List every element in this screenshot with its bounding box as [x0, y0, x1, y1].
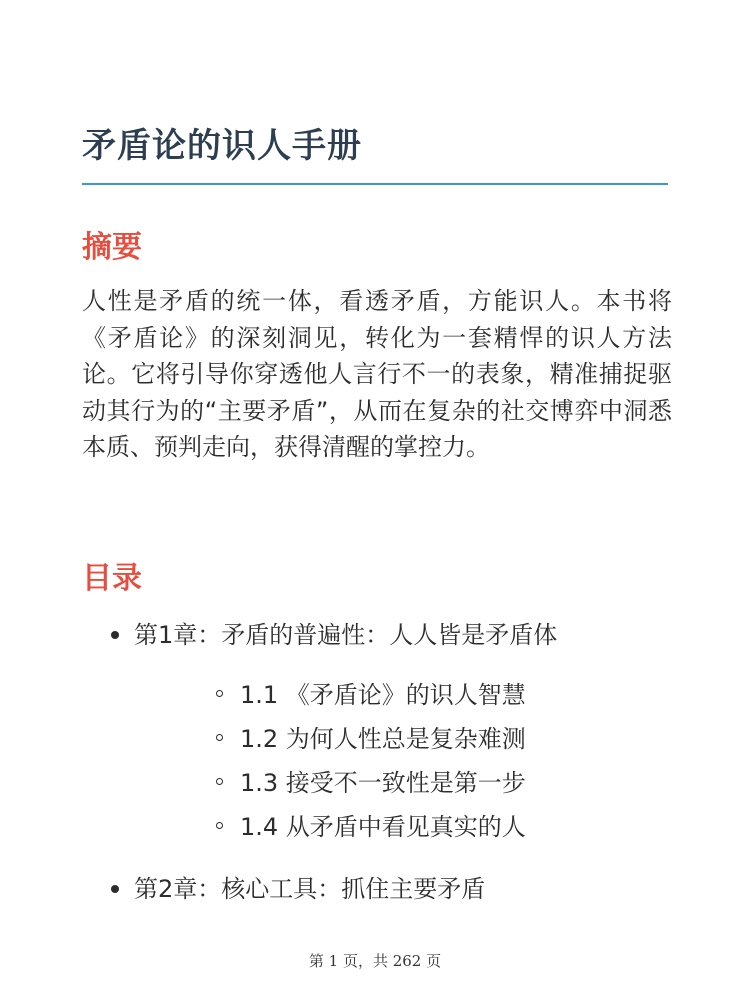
- chapter-1-sections: [134, 673, 672, 849]
- toc-section-1-2: [134, 717, 672, 761]
- chapter-label[interactable]: 第2章：核心工具：抓住主要矛盾: [134, 875, 486, 903]
- abstract-heading: 摘要: [82, 230, 142, 265]
- title-divider: [82, 183, 668, 185]
- page-title: 矛盾论的识人手册: [82, 126, 362, 166]
- chapter-label[interactable]: 第1章：矛盾的普遍性：人人皆是矛盾体: [134, 621, 558, 649]
- toc-section-1-1: [134, 673, 672, 717]
- bullet-circle-icon: [216, 822, 223, 829]
- toc-heading: 目录: [82, 561, 142, 596]
- section-label[interactable]: 1.2 为何人性总是复杂难测: [240, 725, 526, 753]
- bullet-disc-icon: [111, 631, 119, 639]
- bullet-circle-icon: [216, 778, 223, 785]
- section-label[interactable]: 1.3 接受不一致性是第一步: [240, 769, 526, 797]
- section-label[interactable]: 1.1 《矛盾论》的识人智慧: [240, 681, 526, 709]
- table-of-contents: [82, 617, 672, 907]
- toc-chapter-2: [82, 871, 672, 907]
- toc-section-1-3: [134, 761, 672, 805]
- page-number-footer: 第 1 页，共 262 页: [308, 952, 442, 970]
- bullet-circle-icon: [216, 690, 223, 697]
- abstract-text: 人性是矛盾的统一体，看透矛盾，方能识人。本书将《矛盾论》的深刻洞见，转化为一套精悍的识人方法论。它将引导你穿透他人言行不一的表象，精准捕捉驱动其行为的“主要矛盾”，从而在复杂的社交博弈中洞悉本质、预判走向，获得清醒的掌控力。: [82, 287, 672, 461]
- section-label[interactable]: 1.4 从矛盾中看见真实的人: [240, 813, 526, 841]
- toc-chapter-1: [82, 617, 672, 849]
- bullet-circle-icon: [216, 734, 223, 741]
- bullet-disc-icon: [111, 885, 119, 893]
- toc-section-1-4: [134, 805, 672, 849]
